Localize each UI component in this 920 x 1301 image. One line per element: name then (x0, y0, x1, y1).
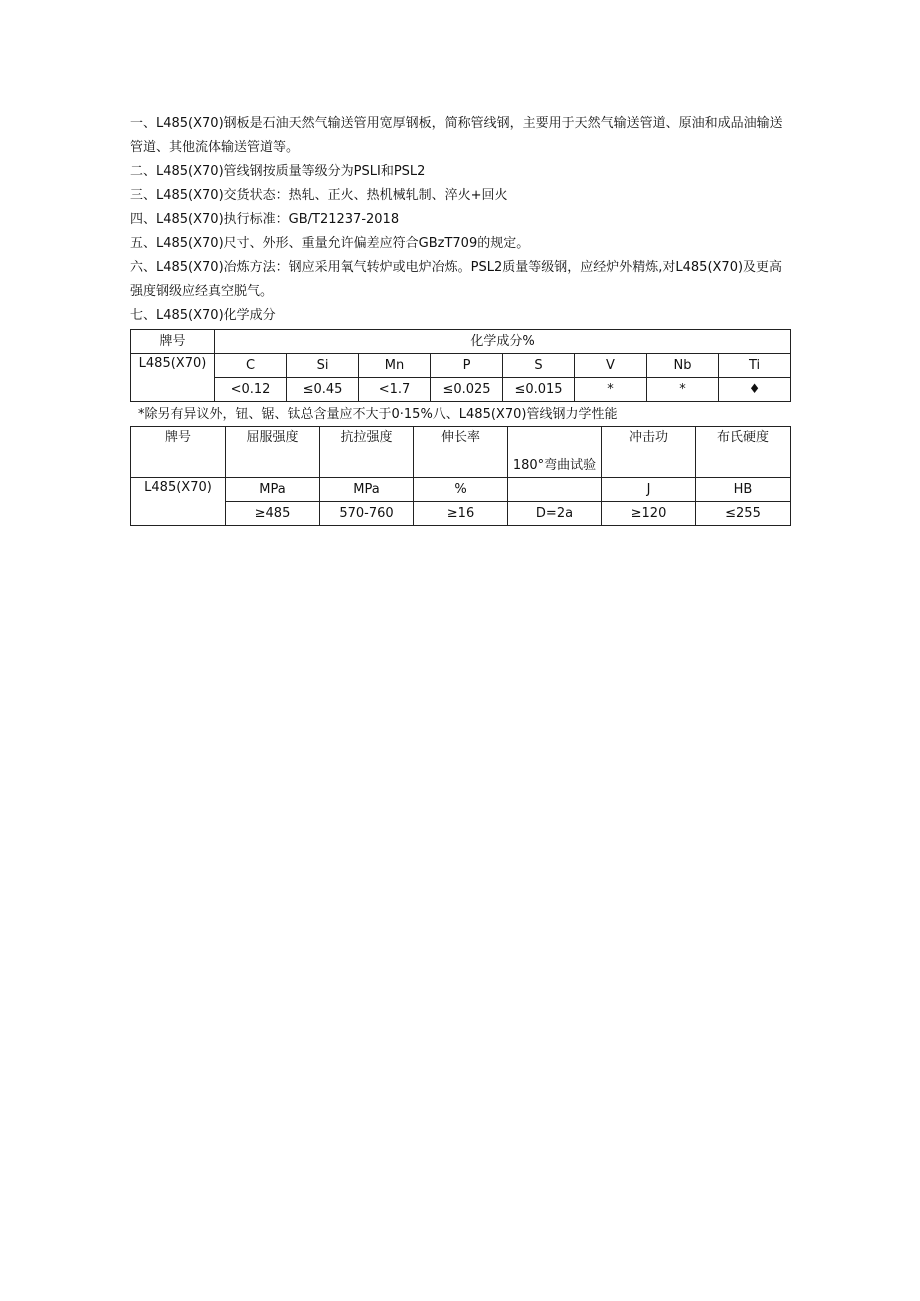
paragraph-5: 五、L485(X70)尺寸、外形、重量允许偏差应符合GBzT709的规定。 (130, 236, 530, 251)
paragraph-4: 四、L485(X70)执行标准：GB/T21237-2018 (130, 212, 400, 227)
element-header: Nb (647, 354, 719, 378)
mech-unit: J (602, 478, 696, 502)
mech-value: ≤255 (696, 502, 791, 526)
chem-grade-value: L485(X70) (131, 354, 215, 402)
element-header: Ti (719, 354, 791, 378)
chemical-composition-table (130, 329, 791, 402)
mech-header-impact: 冲击功 (602, 427, 696, 478)
paragraph-2: 二、L485(X70)管线钢按质量等级分为PSLI和PSL2 (130, 164, 426, 179)
mechanical-properties-table (130, 426, 791, 526)
element-value: ≤0.015 (503, 378, 575, 402)
mech-value: ≥120 (602, 502, 696, 526)
element-header: S (503, 354, 575, 378)
element-header: C (215, 354, 287, 378)
mech-header-hardness: 布氏硬度 (696, 427, 791, 478)
mech-header-elongation: 伸长率 (414, 427, 508, 478)
mech-unit: % (414, 478, 508, 502)
footnote: *除另有异议外，钮、锯、钛总含量应不大于0·15%八、L485(X70)管线钢力学性能 (138, 407, 618, 422)
mech-value: ≥16 (414, 502, 508, 526)
paragraph-3: 三、L485(X70)交货状态：热轧、正火、热机械轧制、淬火+回火 (130, 188, 508, 203)
mech-value: 570-760 (320, 502, 414, 526)
mech-unit (508, 478, 602, 502)
element-value: ≤0.025 (431, 378, 503, 402)
mech-unit: HB (696, 478, 791, 502)
mech-unit: MPa (226, 478, 320, 502)
element-value: <0.12 (215, 378, 287, 402)
mech-grade-value: L485(X70) (131, 478, 226, 526)
element-value: ♦ (719, 378, 791, 402)
element-header: V (575, 354, 647, 378)
paragraph-6: 六、L485(X70)冶炼方法：钢应采用氧气转炉或电炉冶炼。PSL2质量等级钢，应经炉外精炼,对L485(X70)及更高强度钢级应经真空脱气。 (130, 260, 783, 299)
element-value: * (647, 378, 719, 402)
paragraph-7: 七、L485(X70)化学成分 (130, 308, 276, 323)
mech-unit: MPa (320, 478, 414, 502)
element-header: Mn (359, 354, 431, 378)
mech-value: D=2a (508, 502, 602, 526)
mech-header-bend-test: 180°弯曲试验 (508, 427, 602, 478)
element-value: * (575, 378, 647, 402)
element-value: ≤0.45 (287, 378, 359, 402)
mech-header-yield: 屈服强度 (226, 427, 320, 478)
chem-composition-header: 化学成分% (215, 330, 791, 354)
element-header: Si (287, 354, 359, 378)
element-header: P (431, 354, 503, 378)
mech-header-tensile: 抗拉强度 (320, 427, 414, 478)
paragraph-1: 一、L485(X70)钢板是石油天然气输送管用宽厚钢板，简称管线钢，主要用于天然气输送管道、原油和成品油输送管道、其他流体输送管道等。 (130, 116, 783, 155)
element-value: <1.7 (359, 378, 431, 402)
document-body (130, 112, 790, 526)
chem-grade-header: 牌号 (131, 330, 215, 354)
mech-header-grade: 牌号 (131, 427, 226, 478)
mech-value: ≥485 (226, 502, 320, 526)
